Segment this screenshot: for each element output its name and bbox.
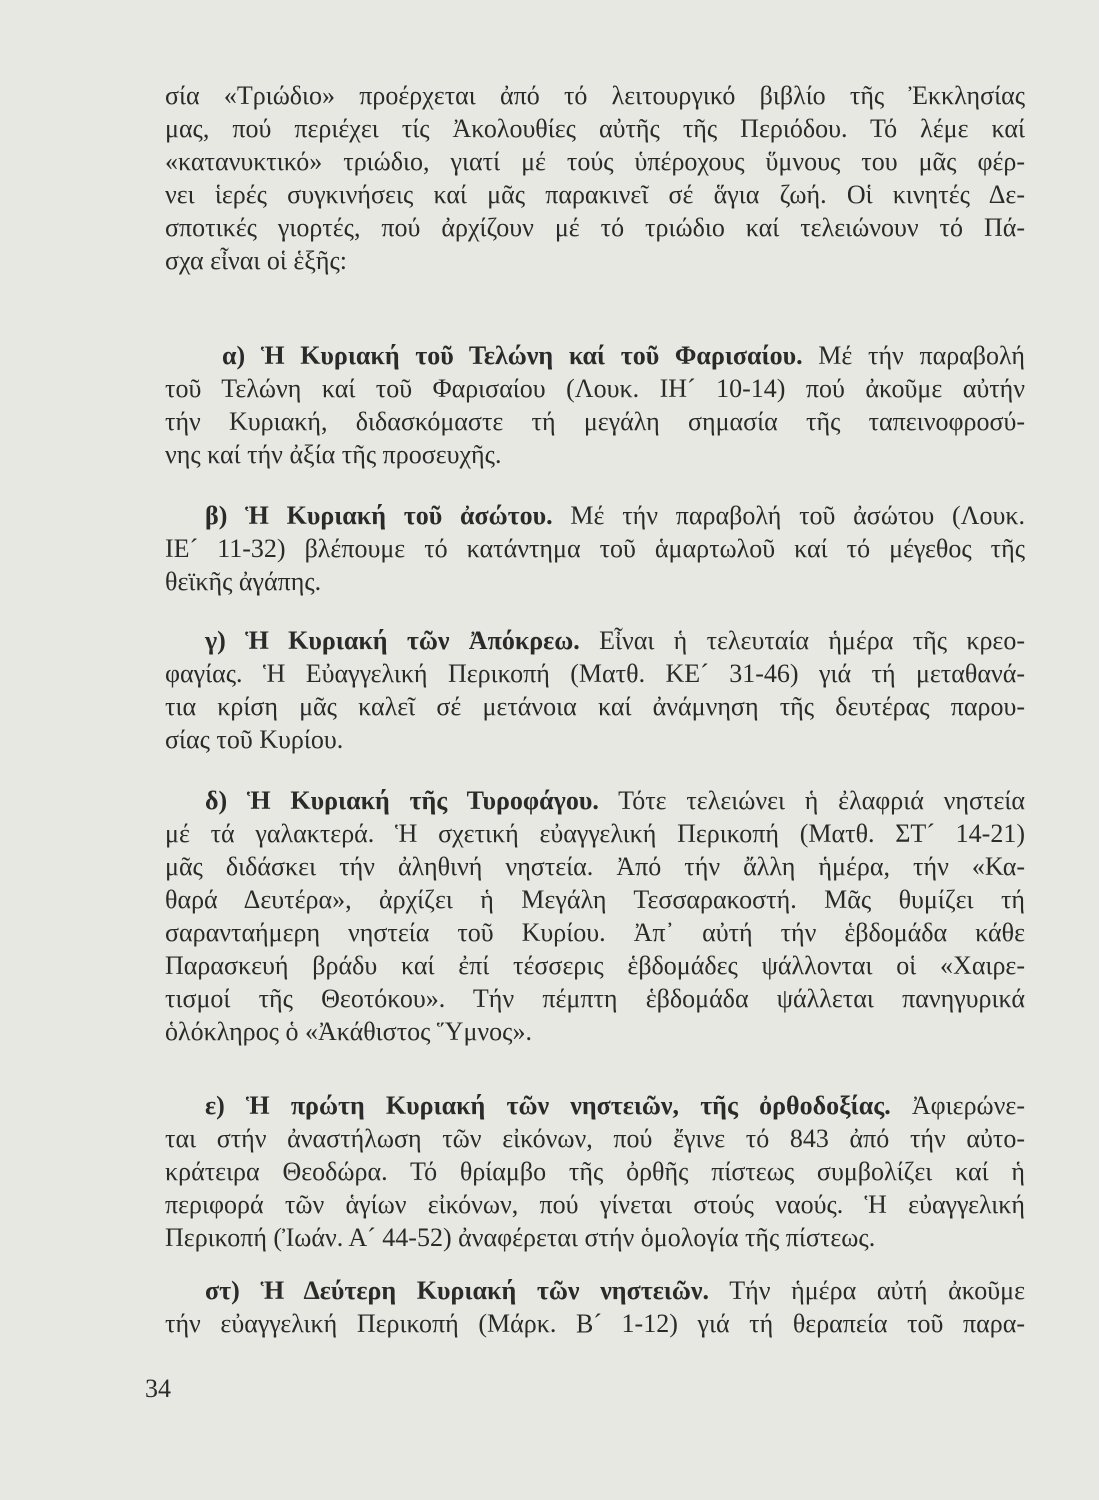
text-line (165, 405, 1025, 438)
text-line (165, 850, 1025, 883)
line-text: τήν Κυριακή, διδασκόμαστε τή μεγάλη σημασία τῆς ταπεινοφροσύ- (165, 407, 1025, 436)
line-text: νης καί τήν ἀξία τῆς προσευχῆς. (165, 440, 502, 469)
text-line (165, 79, 1025, 112)
section-heading: β) Ἡ Κυριακή τοῦ ἀσώτου. (205, 501, 553, 530)
line-text: φαγίας. Ἡ Εὐαγγελική Περικοπή (Ματθ. ΚΕ´ 31-46) γιά τή μεταθανά- (165, 659, 1025, 688)
page-number: 34 (145, 1374, 171, 1403)
line-text: ται στήν ἀναστήλωση τῶν εἰκόνων, πού ἔγινε τό 843 ἀπό τήν αὐτο- (165, 1124, 1025, 1153)
text-line (165, 690, 1025, 723)
paragraph-item (165, 1089, 1025, 1254)
text-line (165, 1221, 1025, 1254)
text-line (165, 339, 1025, 372)
text-line (165, 499, 1025, 532)
text-line (165, 211, 1025, 244)
text-line (165, 438, 1025, 471)
section-heading: στ) Ἡ Δεύτερη Κυριακή τῶν νηστειῶν. (205, 1276, 709, 1305)
line-text: Μέ τήν παραβολή τοῦ ἀσώτου (Λουκ. (570, 501, 1026, 530)
text-line (165, 1188, 1025, 1221)
text-line (165, 982, 1025, 1015)
line-text: σαρανταήμερη νηστεία τοῦ Κυρίου. Ἀπ᾿ αὐτή τήν ἑβδομάδα κάθε (165, 918, 1025, 947)
text-line (165, 178, 1025, 211)
text-line (165, 624, 1025, 657)
line-text: περιφορά τῶν ἁγίων εἰκόνων, πού γίνεται στούς ναούς. Ἡ εὐαγγελική (165, 1190, 1025, 1219)
text-line (165, 1122, 1025, 1155)
text-line (165, 723, 1025, 756)
text-line (165, 883, 1025, 916)
section-heading: γ) Ἡ Κυριακή τῶν Ἀπόκρεω. (205, 626, 580, 655)
paragraph-item (165, 1274, 1025, 1340)
line-text: σποτικές γιορτές, πού ἀρχίζουν μέ τό τριώδιο καί τελειώνουν τό Πά- (165, 213, 1025, 242)
line-text: ὁλόκληρος ὁ «Ἀκάθιστος Ὕμνος». (165, 1017, 532, 1046)
section-heading: ε) Ἡ πρώτη Κυριακή τῶν νηστειῶν, τῆς ὀρθοδοξίας. (205, 1091, 891, 1120)
line-text: «κατανυκτικό» τριώδιο, γιατί μέ τούς ὑπέροχους ὕμνους του μᾶς φέρ- (165, 147, 1025, 176)
line-text: νει ἱερές συγκινήσεις καί μᾶς παρακινεῖ σέ ἅγια ζωή. Οἱ κινητές Δε- (165, 180, 1025, 209)
text-line (165, 916, 1025, 949)
text-line (165, 372, 1025, 405)
paragraph-item (165, 624, 1025, 756)
line-text: τια κρίση μᾶς καλεῖ σέ μετάνοια καί ἀνάμνηση τῆς δευτέρας παρου- (165, 692, 1025, 721)
text-line (165, 784, 1025, 817)
line-text: Εἶναι ἡ τελευταία ἡμέρα τῆς κρεο- (599, 626, 1025, 655)
text-line (165, 112, 1025, 145)
line-text: Τήν ἡμέρα αὐτή ἀκοῦμε (729, 1276, 1025, 1305)
text-line (165, 532, 1025, 565)
paragraph-intro (165, 79, 1025, 277)
text-line (165, 1155, 1025, 1188)
line-text: Παρασκευή βράδυ καί ἐπί τέσσερις ἑβδομάδες ψάλλονται οἱ «Χαιρε- (165, 951, 1025, 980)
text-line (165, 657, 1025, 690)
text-line (165, 949, 1025, 982)
text-line (165, 817, 1025, 850)
line-text: μας, πού περιέχει τίς Ἀκολουθίες αὐτῆς τῆς Περιόδου. Τό λέμε καί (165, 114, 1025, 143)
line-text: μέ τά γαλακτερά. Ἡ σχετική εὐαγγελική Περικοπή (Ματθ. ΣΤ´ 14-21) (165, 819, 1025, 848)
section-heading: α) Ἡ Κυριακή τοῦ Τελώνη καί τοῦ Φαρισαίου. (222, 341, 803, 370)
text-line (165, 565, 1025, 598)
line-text: σία «Τριώδιο» προέρχεται ἀπό τό λειτουργικό βιβλίο τῆς Ἐκκλησίας (165, 81, 1025, 110)
paragraph-item (165, 339, 1025, 471)
line-text: θαρά Δευτέρα», ἀρχίζει ἡ Μεγάλη Τεσσαρακοστή. Μᾶς θυμίζει τή (165, 885, 1025, 914)
text-line (165, 1089, 1025, 1122)
text-line (165, 1307, 1025, 1340)
line-text: Περικοπή (Ἰωάν. Α´ 44-52) ἀναφέρεται στήν ὁμολογία τῆς πίστεως. (165, 1223, 876, 1252)
line-text: τισμοί τῆς Θεοτόκου». Τήν πέμπτη ἑβδομάδα ψάλλεται πανηγυρικά (165, 984, 1025, 1013)
line-text: Μέ τήν παραβολή (818, 341, 1025, 370)
line-text: θεϊκῆς ἀγάπης. (165, 567, 322, 596)
text-line (165, 1274, 1025, 1307)
line-text: ΙΕ´ 11-32) βλέπουμε τό κατάντημα τοῦ ἁμαρτωλοῦ καί τό μέγεθος τῆς (165, 534, 1025, 563)
line-text: τοῦ Τελώνη καί τοῦ Φαρισαίου (Λουκ. ΙΗ´ 10-14) πού ἀκοῦμε αὐτήν (165, 374, 1025, 403)
paragraph-item (165, 784, 1025, 1048)
line-text: τήν εὐαγγελική Περικοπή (Μάρκ. Β´ 1-12) γιά τή θεραπεία τοῦ παρα- (165, 1309, 1025, 1338)
line-text: μᾶς διδάσκει τήν ἀληθινή νηστεία. Ἀπό τήν ἄλλη ἡμέρα, τήν «Κα- (165, 852, 1025, 881)
text-line (165, 244, 1025, 277)
section-heading: δ) Ἡ Κυριακή τῆς Τυροφάγου. (205, 786, 599, 815)
line-text: Ἀφιερώνε- (911, 1091, 1025, 1120)
text-line (165, 1015, 1025, 1048)
paragraph-item (165, 499, 1025, 598)
line-text: σίας τοῦ Κυρίου. (165, 725, 344, 754)
line-text: σχα εἶναι οἱ ἑξῆς: (165, 246, 348, 275)
line-text: Τότε τελειώνει ἡ ἐλαφριά νηστεία (618, 786, 1026, 815)
text-line (165, 145, 1025, 178)
line-text: κράτειρα Θεοδώρα. Τό θρίαμβο τῆς ὀρθῆς πίστεως συμβολίζει καί ἡ (165, 1157, 1025, 1186)
